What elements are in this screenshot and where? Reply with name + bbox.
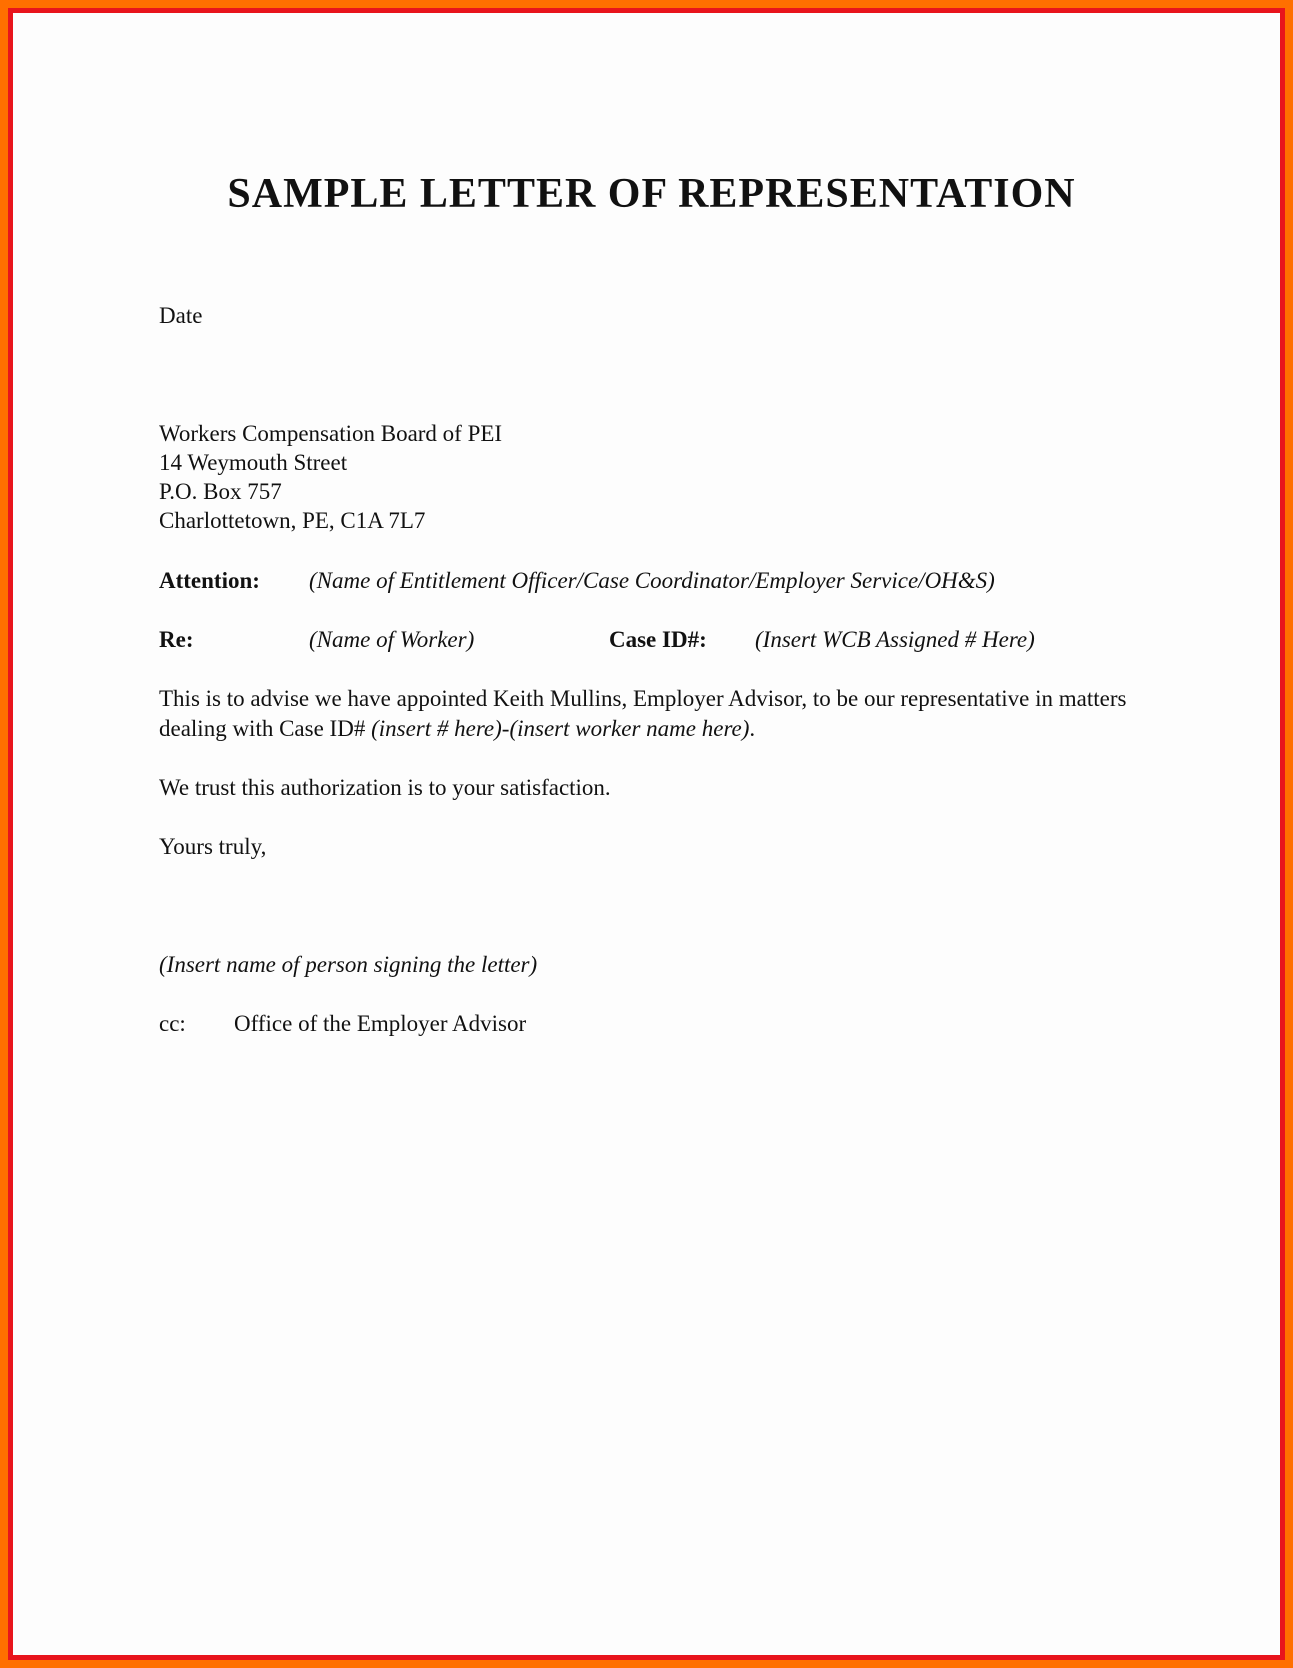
page-border-inner xyxy=(8,8,1285,1660)
re-label: Re: xyxy=(159,627,194,652)
closing-line: Yours truly, xyxy=(159,834,267,859)
body-period: . xyxy=(749,715,756,741)
body-paragraph xyxy=(159,684,1159,743)
address-line: Workers Compensation Board of PEI xyxy=(159,421,503,446)
cc-value: Office of the Employer Advisor xyxy=(234,1011,527,1036)
letter-page xyxy=(13,13,1280,1655)
letter-title: SAMPLE LETTER OF REPRESENTATION xyxy=(227,171,1076,217)
trust-line: We trust this authorization is to your satisfaction. xyxy=(159,775,611,800)
attention-label: Attention: xyxy=(159,568,260,593)
case-id-value: (Insert WCB Assigned # Here) xyxy=(755,627,1035,652)
signer-placeholder: (Insert name of person signing the letter) xyxy=(159,952,538,977)
case-id-label: Case ID#: xyxy=(609,627,707,652)
body-text: This is to advise we have appointed Keith Mullins, Employer Advisor, to be our representative in matters dealing with Case ID# xyxy=(159,686,1127,741)
body-placeholder: (insert # here)-(insert worker name here) xyxy=(371,715,750,741)
address-line: 14 Weymouth Street xyxy=(159,450,348,475)
cc-label: cc: xyxy=(159,1011,186,1036)
date-line: Date xyxy=(159,303,203,328)
attention-value: (Name of Entitlement Officer/Case Coordinator/Employer Service/OH&S) xyxy=(309,568,995,593)
re-value: (Name of Worker) xyxy=(309,627,475,652)
address-line: Charlottetown, PE, C1A 7L7 xyxy=(159,508,426,533)
address-line: P.O. Box 757 xyxy=(159,479,282,504)
